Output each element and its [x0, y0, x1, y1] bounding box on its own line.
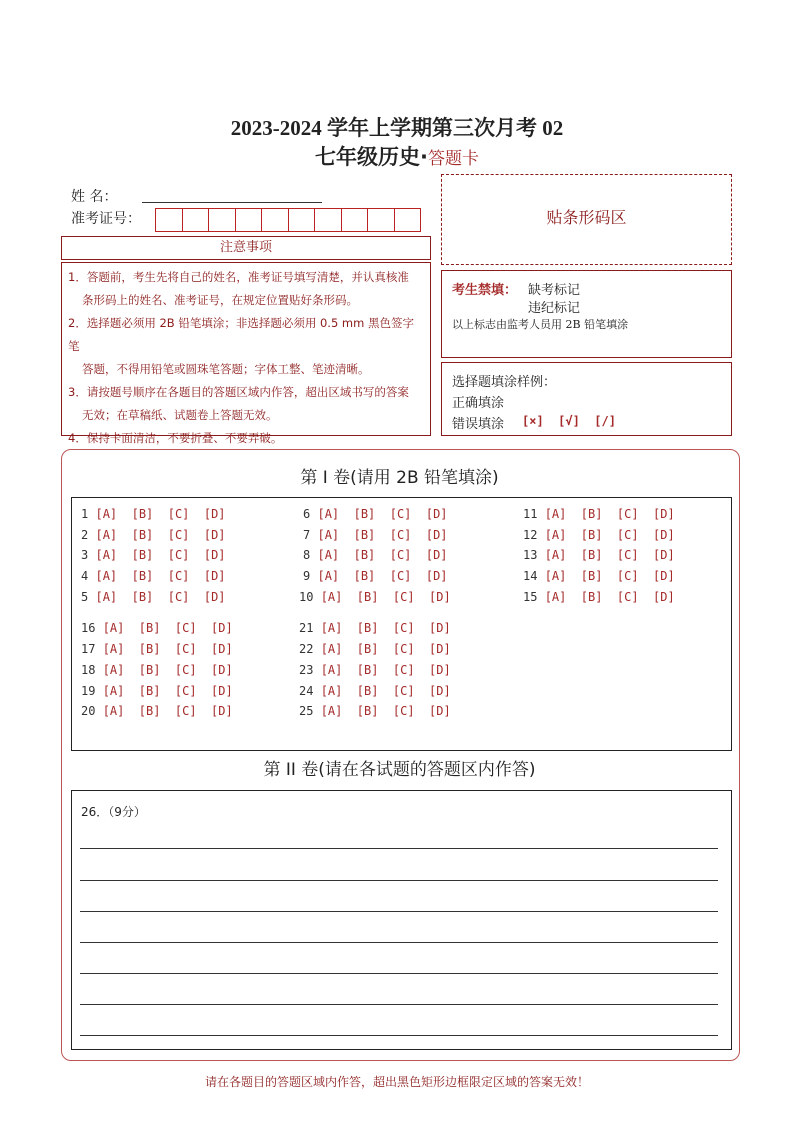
id-number-boxes[interactable] — [155, 208, 421, 232]
choice-row[interactable]: 3 [A] [B] [C] [D] — [81, 548, 226, 562]
choice-row[interactable]: 23 [A] [B] [C] [D] — [299, 663, 451, 677]
exam-title: 2023-2024 学年上学期第三次月考 02 — [230, 116, 564, 140]
footer-warning: 请在各题目的答题区域内作答，超出黑色矩形边框限定区域的答案无效！ — [204, 1075, 589, 1089]
choice-row[interactable]: 18 [A] [B] [C] [D] — [81, 663, 233, 677]
choice-row[interactable]: 7 [A] [B] [C] [D] — [303, 528, 448, 542]
choice-row[interactable]: 16 [A] [B] [C] [D] — [81, 621, 233, 635]
sample-correct: 正确填涂 — [452, 396, 505, 411]
essay-answer-box — [71, 790, 732, 1050]
writing-line[interactable] — [80, 973, 718, 974]
notice-line: 1．答题前，考生先将自己的姓名，准考证号填写清楚，并认真核准 — [68, 270, 409, 284]
writing-line[interactable] — [80, 880, 718, 881]
section1-title: 第 I 卷(请用 2B 铅笔填涂) — [300, 468, 499, 488]
notice-line: 无效；在草稿纸、试题卷上答题无效。 — [82, 408, 278, 422]
choice-row[interactable]: 20 [A] [B] [C] [D] — [81, 704, 233, 718]
choice-row[interactable]: 19 [A] [B] [C] [D] — [81, 684, 233, 698]
sample-wrong: 错误填涂 — [452, 417, 505, 432]
choice-row[interactable]: 12 [A] [B] [C] [D] — [523, 528, 675, 542]
name-label: 姓 名： — [71, 189, 118, 205]
section2-title: 第 II 卷(请在各试题的答题区内作答) — [263, 760, 536, 780]
forbid-box — [441, 270, 732, 358]
forbid-note: 以上标志由监考人员用 2B 铅笔填涂 — [452, 318, 629, 331]
notice-line: 答题，不得用铅笔或圆珠笔答题；字体工整、笔迹清晰。 — [82, 362, 370, 376]
writing-line[interactable] — [80, 1035, 718, 1036]
choice-row[interactable]: 21 [A] [B] [C] [D] — [299, 621, 451, 635]
sample-title: 选择题填涂样例： — [452, 375, 557, 390]
choice-row[interactable]: 8 [A] [B] [C] [D] — [303, 548, 448, 562]
choice-row[interactable]: 22 [A] [B] [C] [D] — [299, 642, 451, 656]
choice-row[interactable]: 25 [A] [B] [C] [D] — [299, 704, 451, 718]
sample-wrong-marks: [×] [√] [/] — [522, 414, 616, 428]
writing-line[interactable] — [80, 848, 718, 849]
choice-row[interactable]: 17 [A] [B] [C] [D] — [81, 642, 233, 656]
choice-row[interactable]: 9 [A] [B] [C] [D] — [303, 569, 448, 583]
notice-box — [61, 262, 431, 445]
choice-row[interactable]: 14 [A] [B] [C] [D] — [523, 569, 675, 583]
notice-line: 条形码上的姓名、准考证号，在规定位置贴好条形码。 — [82, 293, 358, 307]
choice-row[interactable]: 13 [A] [B] [C] [D] — [523, 548, 675, 562]
fill-sample-box — [441, 362, 732, 436]
absent-mark[interactable]: 缺考标记 — [528, 283, 581, 298]
writing-line[interactable] — [80, 942, 718, 943]
barcode-area: 贴条形码区 — [441, 174, 732, 265]
choice-row[interactable]: 11 [A] [B] [C] [D] — [523, 507, 675, 521]
choice-row[interactable]: 4 [A] [B] [C] [D] — [81, 569, 226, 583]
card-title — [0, 141, 794, 171]
choice-row[interactable]: 10 [A] [B] [C] [D] — [299, 590, 451, 604]
choice-row[interactable]: 6 [A] [B] [C] [D] — [303, 507, 448, 521]
notice-heading: 注意事项 — [61, 236, 431, 260]
choice-row[interactable]: 15 [A] [B] [C] [D] — [523, 590, 675, 604]
name-field[interactable] — [142, 201, 322, 203]
writing-line[interactable] — [80, 1004, 718, 1005]
notice-line: 3．请按题号顺序在各题目的答题区域内作答，超出区域书写的答案 — [68, 385, 409, 399]
notice-line: 2．选择题必须用 2B 铅笔填涂；非选择题必须用 0.5 mm 黑色签字笔 — [68, 316, 414, 353]
choice-row[interactable]: 1 [A] [B] [C] [D] — [81, 507, 226, 521]
card-title-main: 七年级历史· — [315, 145, 428, 169]
notice-line: 4．保持卡面清洁，不要折叠、不要弄破。 — [68, 431, 283, 445]
question-26-label: 26．（9分） — [81, 805, 146, 819]
writing-line[interactable] — [80, 911, 718, 912]
choice-row[interactable]: 24 [A] [B] [C] [D] — [299, 684, 451, 698]
forbid-label: 考生禁填： — [452, 283, 518, 298]
violation-mark[interactable]: 违纪标记 — [528, 301, 581, 316]
choice-row[interactable]: 5 [A] [B] [C] [D] — [81, 590, 226, 604]
card-title-sub: 答题卡 — [427, 149, 479, 169]
id-label: 准考证号： — [71, 211, 141, 227]
choice-row[interactable]: 2 [A] [B] [C] [D] — [81, 528, 226, 542]
